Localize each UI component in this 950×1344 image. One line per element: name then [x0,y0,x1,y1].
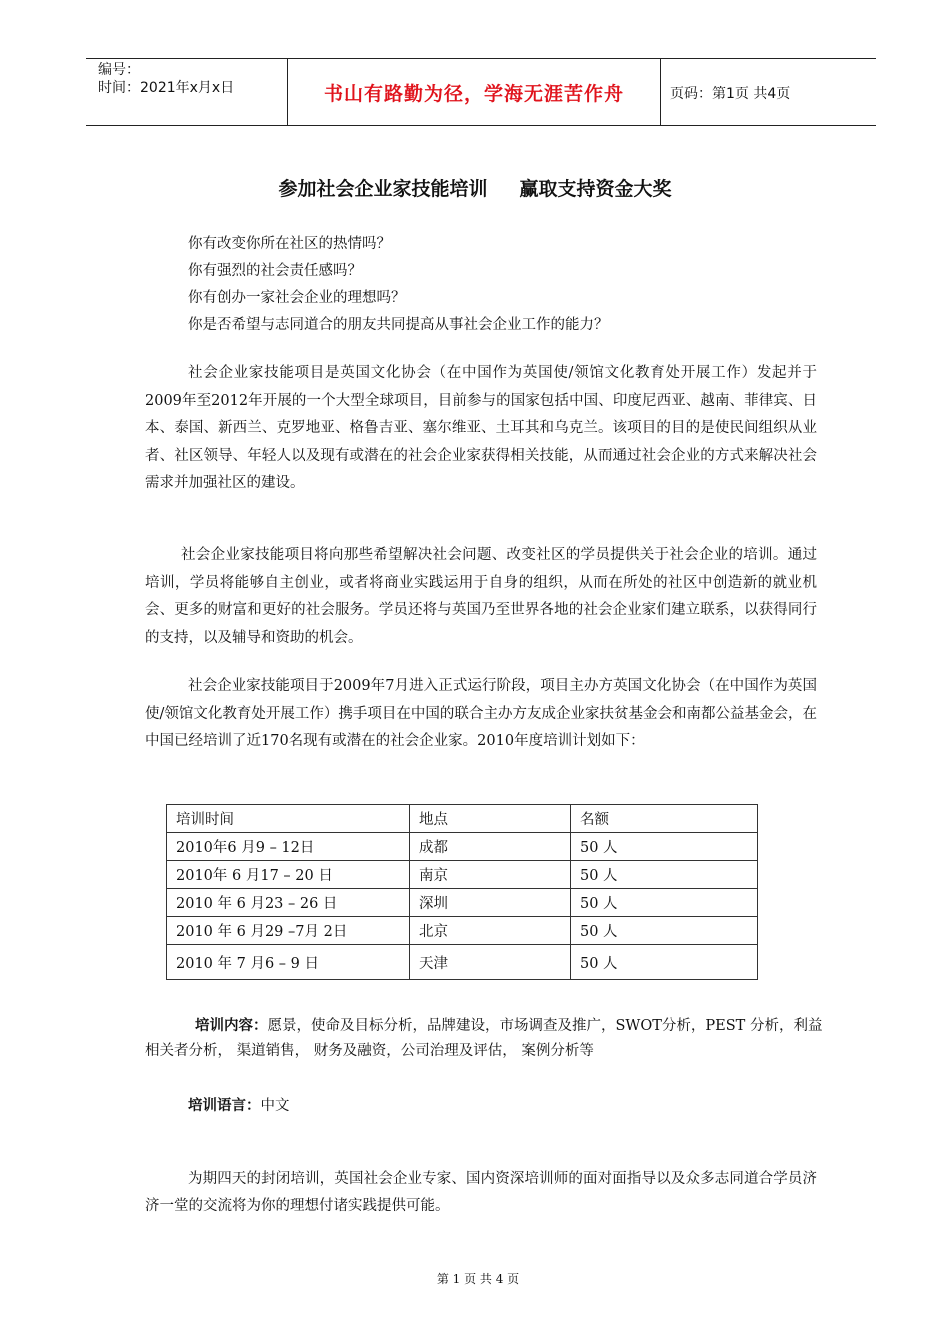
paragraph-3: 社会企业家技能项目于2009年7月进入正式运行阶段，项目主办方英国文化协会（在中国作为英国使/领馆文化教育处开展工作）携手项目在中国的联合主办方友成企业家扶贫基金会和南都公益基金会，在中国已经培训了近170名现有或潜在的社会企业家。2010年度培训计划如下： [145,678,817,749]
training-language-text: 中文 [260,1098,290,1114]
question-2: 你有强烈的社会责任感吗？ [188,263,362,279]
page-footer: 第 1 页 共 4 页 [436,1272,520,1286]
header-motto: 书山有路勤为径，学海无涯苦作舟 [323,82,624,105]
training-schedule-table [166,804,758,980]
paragraph-2: 社会企业家技能项目将向那些希望解决社会问题、改变社区的学员提供关于社会企业的培训。通过培训，学员将能够自主创业，或者将商业实践运用于自身的组织，从而在所处的社区中创造新的就业机会、更多的财富和更好的社会服务。学员还将与英国乃至世界各地的社会企业家们建立联系，以获得同行的支持，以及辅导和资助的机会。 [145,547,817,646]
quota-cell: 50 人 [571,889,758,917]
time-cell: 2010年6 月9 – 12日 [167,833,410,861]
quota-cell: 50 人 [571,945,758,980]
question-3: 你有创办一家社会企业的理想吗？ [188,290,406,306]
header-cell: 名额 [571,805,758,833]
title-part-1: 参加社会企业家技能培训 [278,178,488,200]
header-divider [660,59,661,125]
training-language-label: 培训语言： [188,1098,261,1114]
table-row [167,889,758,917]
quota-cell: 50 人 [571,917,758,945]
question-4: 你是否希望与志同道合的朋友共同提高从事社会企业工作的能力？ [188,317,609,333]
training-content [145,1014,835,1064]
paragraph-1: 社会企业家技能项目是英国文化协会（在中国作为英国使/领馆文化教育处开展工作）发起并于2009年至2012年开展的一个大型全球项目，目前参与的国家包括中国、印度尼西亚、越南、菲律宾、日本、泰国、新西兰、克罗地亚、格鲁吉亚、塞尔维亚、土耳其和乌克兰。该项目的目的是使民间组织从业者、社区领导、年轻人以及现有或潜在的社会企业家获得相关技能，从而通过社会企业的方式来解决社会需求并加强社区的建设。 [145,365,817,491]
quota-cell: 50 人 [571,861,758,889]
place-cell: 天津 [410,945,571,980]
time-cell: 2010 年 7 月6 – 9 日 [167,945,410,980]
header-page-info: 页码：第1页 共4页 [670,86,791,102]
place-cell: 北京 [410,917,571,945]
number-label: 编号： [98,62,140,78]
paragraph-4: 为期四天的封闭培训，英国社会企业专家、国内资深培训师的面对面指导以及众多志同道合学员济济一堂的交流将为你的理想付诸实践提供可能。 [145,1171,817,1214]
table-row [167,833,758,861]
title-part-2: 赢取支持资金大奖 [519,178,672,200]
table-row [167,945,758,980]
question-1: 你有改变你所在社区的热情吗？ [188,236,391,252]
training-content-text: 愿景，使命及目标分析，品牌建设，市场调查及推广，SWOT分析，PEST 分析，利益相关者分析， 渠道销售， 财务及融资，公司治理及评估， 案例分析等 [145,1018,823,1059]
time-label: 时间：2021年x月x日 [98,80,235,96]
place-cell: 深圳 [410,889,571,917]
header-cell: 地点 [410,805,571,833]
place-cell: 南京 [410,861,571,889]
header-meta [98,61,234,97]
quota-cell: 50 人 [571,833,758,861]
training-content-label: 培训内容： [195,1018,268,1034]
training-language [188,1094,290,1115]
table-row [167,917,758,945]
time-cell: 2010 年 6 月23 – 26 日 [167,889,410,917]
place-cell: 成都 [410,833,571,861]
table-header-row [167,805,758,833]
document-header [86,58,876,126]
time-cell: 2010年 6 月17 – 20 日 [167,861,410,889]
time-cell: 2010 年 6 月29 –7月 2日 [167,917,410,945]
page-title [0,174,950,201]
header-cell: 培训时间 [167,805,410,833]
table-row [167,861,758,889]
